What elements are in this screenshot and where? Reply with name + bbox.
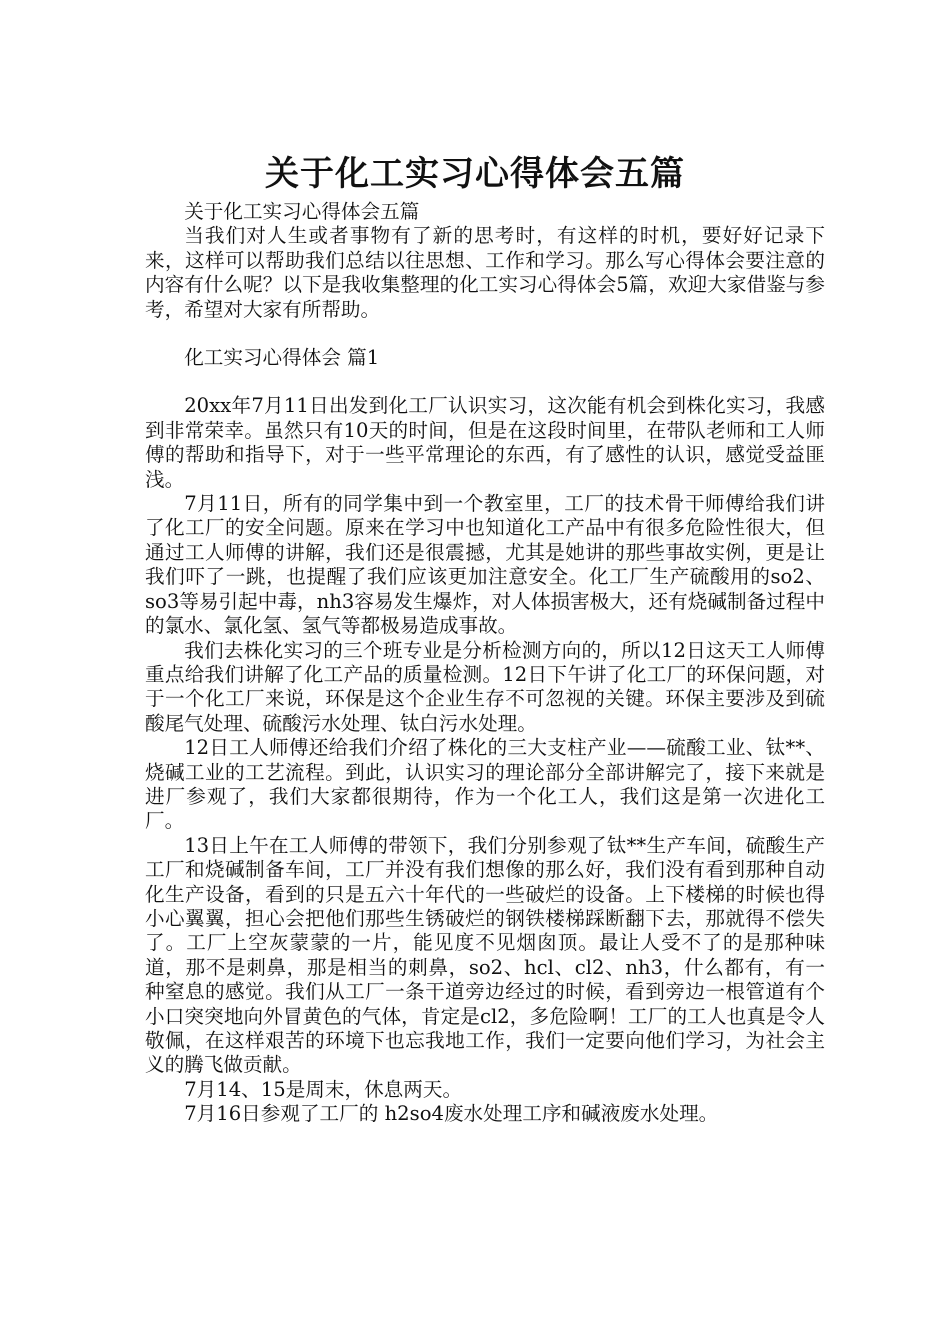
document-title: 关于化工实习心得体会五篇 bbox=[265, 153, 685, 194]
section-heading: 化工实习心得体会 篇1 bbox=[184, 346, 380, 370]
document-subtitle: 关于化工实习心得体会五篇 bbox=[184, 200, 420, 223]
body-paragraph: 7月11日，所有的同学集中到一个教室里，工厂的技术骨干师傅给我们讲了化工厂的安全问题。原来在学习中也知道化工产品中有很多危险性很大，但通过工人师傅的讲解，我们还是很震撼，尤其是她讲的那些事故实例，更是让我们吓了一跳，也提醒了我们应该更加注意安全。化工厂生产硫酸用的so2、so3等易引起中毒，nh3容易发生爆炸，对人体损害极大，还有烧碱制备过程中的氯水、氯化氢、氢气等都极易造成事故。 bbox=[145, 492, 825, 638]
body-paragraph: 12日工人师傅还给我们介绍了株化的三大支柱产业——硫酸工业、钛**、烧碱工业的工艺流程。到此，认识实习的理论部分全部讲解完了，接下来就是进厂参观了，我们大家都很期待，作为一个化工人，我们这是第一次进化工厂。 bbox=[145, 736, 825, 833]
intro-paragraph: 当我们对人生或者事物有了新的思考时，有这样的时机，要好好记录下来，这样可以帮助我们总结以往思想、工作和学习。那么写心得体会要注意的内容有什么呢？以下是我收集整理的化工实习心得体会5篇，欢迎大家借鉴与参考，希望对大家有所帮助。 bbox=[145, 224, 825, 321]
body-paragraph: 13日上午在工人师傅的带领下，我们分别参观了钛**生产车间，硫酸生产工厂和烧碱制备车间，工厂并没有我们想像的那么好，我们没有看到那种自动化生产设备，看到的只是五六十年代的一些破烂的设备。上下楼梯的时候也得小心翼翼，担心会把他们那些生锈破烂的钢铁楼梯踩断翻下去，那就得不偿失了。工厂上空灰蒙蒙的一片，能见度不见烟囱顶。最让人受不了的是那种味道，那不是刺鼻，那是相当的刺鼻，so2、hcl、cl2、nh3，什么都有，有一种窒息的感觉。我们从工厂一条干道旁边经过的时候，看到旁边一根管道有个小口突突地向外冒黄色的气体，肯定是cl2，多危险啊！工厂的工人也真是令人敬佩，在这样艰苦的环境下也忘我地工作，我们一定要向他们学习，为社会主义的腾飞做贡献。 bbox=[145, 833, 825, 1077]
body-paragraph: 20xx年7月11日出发到化工厂认识实习，这次能有机会到株化实习，我感到非常荣幸。虽然只有10天的时间，但是在这段时间里，在带队老师和工人师傅的帮助和指导下，对于一些平常理论的东西，有了感性的认识，感觉受益匪浅。 bbox=[145, 394, 825, 491]
body-paragraph: 7月14、15是周末，休息两天。 bbox=[184, 1077, 463, 1101]
body-paragraph: 我们去株化实习的三个班专业是分析检测方向的，所以12日这天工人师傅重点给我们讲解了化工产品的质量检测。12日下午讲了化工厂的环保问题，对于一个化工厂来说，环保是这个企业生存不可忽视的关键。环保主要涉及到硫酸尾气处理、硫酸污水处理、钛白污水处理。 bbox=[145, 638, 825, 735]
document-body bbox=[145, 200, 825, 1127]
body-paragraph: 7月16日参观了工厂的 h2so4废水处理工序和碱液废水处理。 bbox=[184, 1102, 719, 1126]
